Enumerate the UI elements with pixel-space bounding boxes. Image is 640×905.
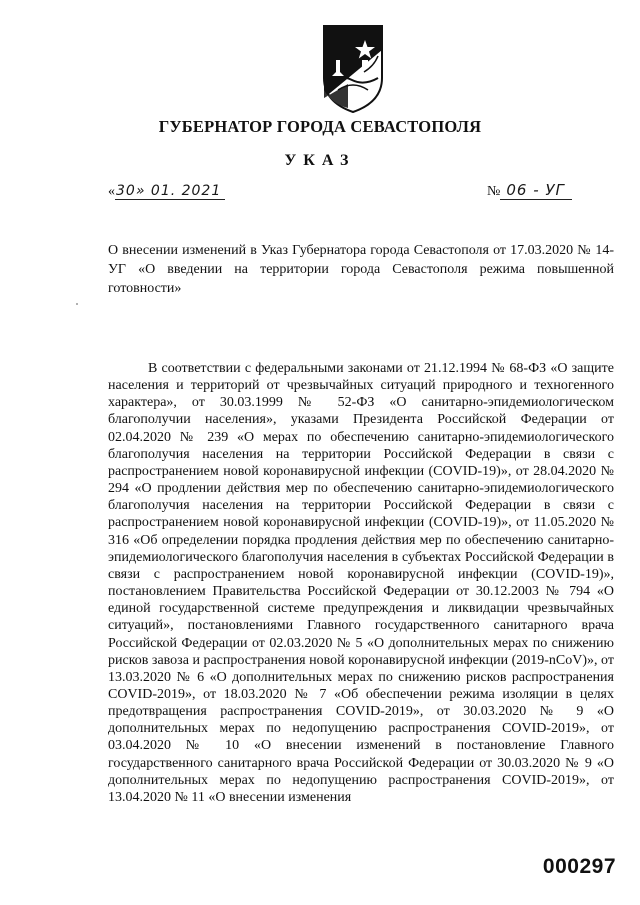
document-type-heading: УКАЗ — [284, 152, 356, 169]
decree-body-paragraph: В соответствии с федеральными законами от 21.12.1994 № 68-ФЗ «О защите населения и территорий от чрезвычайных ситуаций природного и техногенного характера», от 30.03.1999 № 52-ФЗ «О санитарно-эпидемиологическом благополучии населения», указами Президента Российской Федерации от 02.04.2020 № 239 «О мерах по обеспечению санитарно-эпидемиологического благополучия населения на территории Российской Федерации в связи с распространением новой коронавирусной инфекции (COVID-19)», от 28.04.2020 № 294 «О продлении действия мер по обеспечению санитарно-эпидемиологического благополучия населения на территории Российской Федерации в связи с распространением новой коронавирусной инфекции (COVID-19)», от 11.05.2020 № 316 «Об определении порядка продления действия мер по обеспечению санитарно-эпидемиологического благополучия населения в субъектах Российской Федерации в связи с распространением новой коронавирусной инфекции (COVID-19)», постановлением Правительства Российской Федерации от 30.12.2003 № 794 «О единой государственной системе предупреждения и ликвидации чрезвычайных ситуаций», постановлениями Главного государственного санитарного врача Российской Федерации от 02.03.2020 № 5 «О дополнительных мерах по снижению рисков завоза и распространения новой коронавирусной инфекции (2019-nCoV)», от 13.03.2020 № 6 «О дополнительных мерах по снижению рисков распространения COVID-2019», от 18.03.2020 № 7 «Об обеспечении режима изоляции в целях предотвращения распространения COVID-2019», от 30.03.2020 № 9 «О дополнительных мерах по недопущению распространения COVID-2019», от 03.04.2020 № 10 «О внесении изменений в постановление Главного государственного санитарного врача Российской Федерации от 30.03.2020 № 9 «О дополнительных мерах по недопущению распространения COVID-2019», от 13.04.2020 № 11 «О внесении изменения — [108, 361, 614, 805]
scan-speck — [76, 303, 78, 305]
decree-subject: О внесении изменений в Указ Губернатора города Севастополя от 17.03.2020 № 14-УГ «О введении на территории города Севастополя режима повышенной готовности» — [108, 243, 614, 296]
decree-date — [108, 183, 225, 200]
registration-number: 000297 — [542, 855, 616, 878]
sevastopol-coat-of-arms-icon — [318, 20, 388, 116]
date-value: 30» 01. 2021 — [115, 183, 225, 200]
issuer-heading: ГУБЕРНАТОР ГОРОДА СЕВАСТОПОЛЯ — [158, 117, 482, 136]
decree-number — [487, 181, 572, 200]
date-open-quote: « — [108, 184, 115, 199]
number-value: 06 - УГ — [500, 181, 572, 200]
number-prefix: № — [487, 184, 501, 199]
